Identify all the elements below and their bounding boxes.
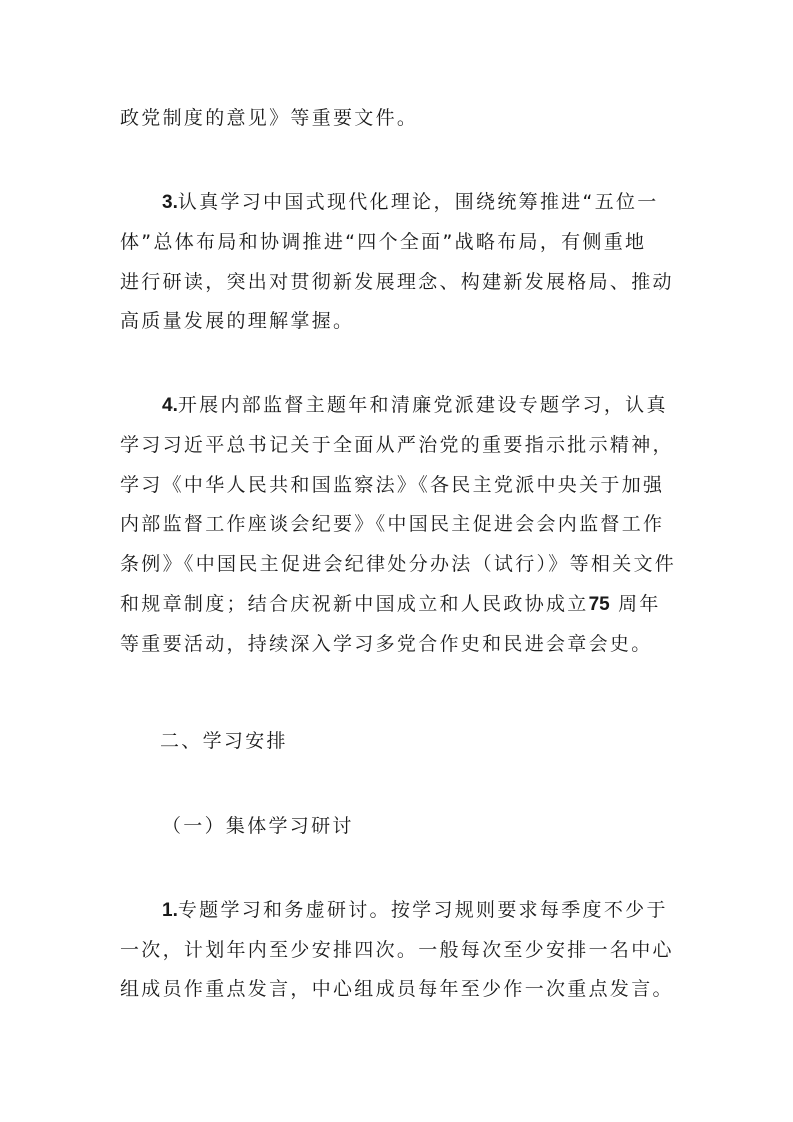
item1-text-1: 专题学习和务虚研讨。按学习规则要求每季度不少于: [177, 899, 668, 921]
item1-line-3: 组成员作重点发言，中心组成员每年至少作一次重点发言。: [120, 978, 674, 1000]
item4-line-5: 条例》《中国民主促进会纪律处分办法（试行）》等相关文件: [120, 553, 677, 575]
item4-line-2: 学习习近平总书记关于全面从严治党的重要指示批示精神，: [120, 434, 674, 456]
item3-line-2: 体”总体布局和协调推进“四个全面”战略布局，有侧重地: [120, 231, 647, 253]
item1-number: 1.: [162, 900, 178, 921]
item4-number: 4.: [162, 395, 178, 416]
item4-line-6: [120, 589, 680, 619]
item3-number: 3.: [162, 192, 178, 213]
paragraph-intro-tail: 政党制度的意见》等重要文件。: [120, 107, 419, 129]
item1-line-2: 一次，计划年内至少安排四次。一般每次至少安排一名中心: [120, 939, 674, 961]
item4-line-1: [162, 390, 722, 420]
item3-line-4: 高质量发展的理解掌握。: [120, 310, 355, 332]
subsection-heading-1: （一）集体学习研讨: [162, 815, 354, 837]
item4-line-7: 等重要活动，持续深入学习多党合作史和民进会章会史。: [120, 633, 653, 655]
item4-line-3: 学习《中华人民共和国监察法》《各民主党派中央关于加强: [120, 474, 665, 496]
anniversary-number: 75: [588, 594, 610, 615]
item4-text-6: 和规章制度；结合庆祝新中国成立和人民政协成立: [120, 593, 589, 615]
item4-line-4: 内部监督工作座谈会纪要》《中国民主促进会会内监督工作: [120, 513, 665, 535]
item1-line-1: [162, 895, 722, 925]
item3-text-1: 认真学习中国式现代化理论，围绕统筹推进“五位一: [177, 191, 659, 213]
item3-line-1: [162, 187, 722, 217]
item4-text-6-tail: 周年: [618, 593, 661, 615]
item4-text-1: 开展内部监督主题年和清廉党派建设专题学习，认真: [177, 394, 668, 416]
section-heading-2: 二、学习安排: [160, 730, 288, 752]
item3-line-3: 进行研读，突出对贯彻新发展理念、构建新发展格局、推动: [120, 271, 674, 293]
